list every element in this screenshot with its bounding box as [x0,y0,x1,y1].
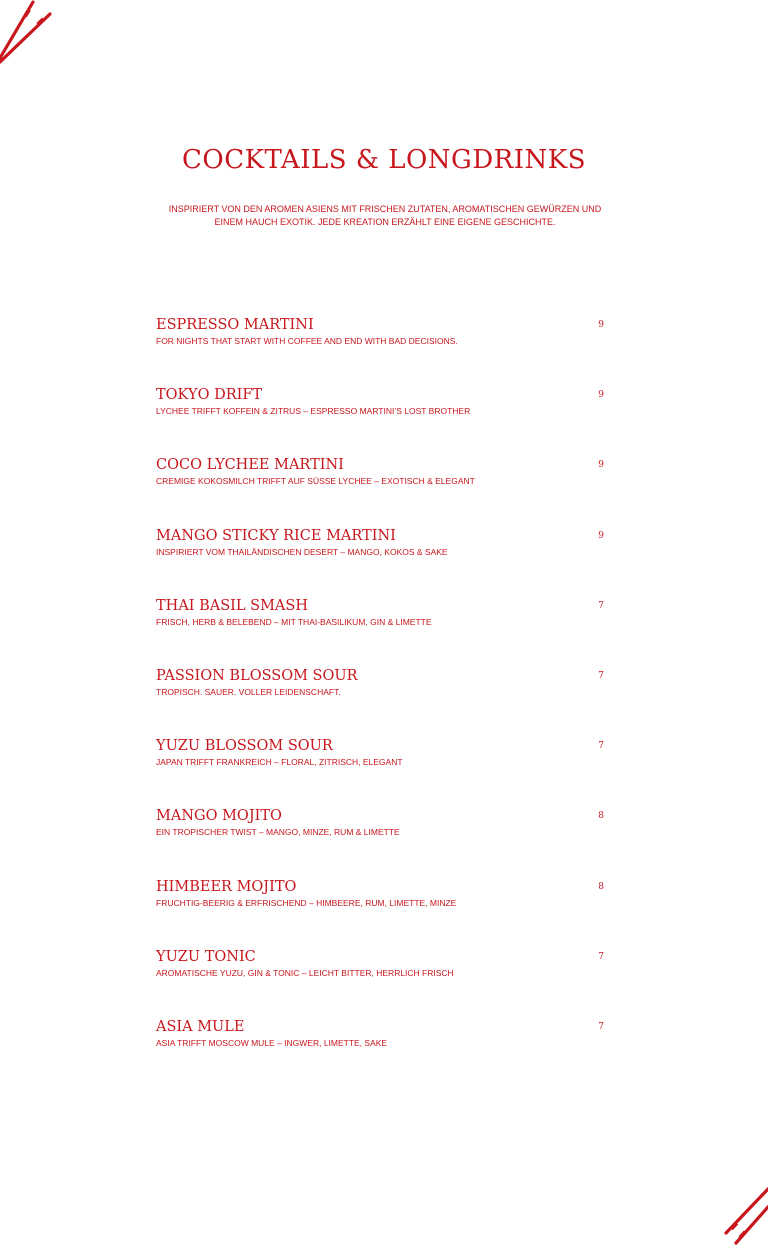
item-name: YUZU BLOSSOM SOUR [156,738,333,755]
item-description: LYCHEE TRIFFT KOFFEIN & ZITRUS – ESPRESSO MARTINI’S LOST BROTHER [156,406,471,417]
item-name: HIMBEER MOJITO [156,878,297,895]
item-price: 9 [598,320,604,330]
item-name: PASSION BLOSSOM SOUR [156,667,358,684]
item-price: 8 [598,811,604,822]
item-name: YUZU TONIC [156,948,256,965]
menu-item [156,667,606,737]
cocktail-list [156,316,606,1088]
intro-text: INSPIRIERT VON DEN AROMEN ASIENS MIT FRISCHEN ZUTATEN, AROMATISCHEN GEWÜRZEN UND EINEM HAUCH EXOTIK. JEDE KREATION ERZÄHLT EINE EIGENE GESCHICHTE. [168,204,602,227]
item-name: MANGO STICKY RICE MARTINI [156,527,396,544]
item-name: MANGO MOJITO [156,808,282,825]
item-price: 7 [598,1021,604,1032]
menu-item [156,527,606,597]
item-price: 7 [598,600,604,611]
item-name: COCO LYCHEE MARTINI [156,457,344,474]
item-price: 9 [598,530,604,541]
item-price: 7 [598,951,604,962]
item-description: TROPISCH. SAUER. VOLLER LEIDENSCHAFT. [156,686,341,697]
menu-item [156,456,606,526]
item-price: 7 [598,741,604,752]
item-price: 7 [598,670,604,681]
item-price: 9 [598,460,604,471]
item-description: JAPAN TRIFFT FRANKREICH – FLORAL, ZITRISCH, ELEGANT [156,757,403,768]
item-description: FOR NIGHTS THAT START WITH COFFEE AND END WITH BAD DECISIONS. [156,336,458,346]
item-description: FRISCH, HERB & BELEBEND – MIT THAI-BASILIKUM, GIN & LIMETTE [156,616,432,627]
menu-item [156,948,606,1018]
chopsticks-icon [0,0,60,64]
menu-item [156,807,606,877]
chopsticks-icon [716,1185,768,1245]
item-description: EIN TROPISCHER TWIST – MANGO, MINZE, RUM & LIMETTE [156,827,400,838]
item-name: THAI BASIL SMASH [156,597,308,614]
page-title: COCKTAILS & LONGDRINKS [181,145,587,175]
item-description: ASIA TRIFFT MOSCOW MULE – INGWER, LIMETTE, SAKE [156,1037,388,1048]
item-price: 9 [598,390,604,401]
menu-item [156,1018,606,1088]
item-name: TOKYO DRIFT [156,387,263,404]
item-description: FRUCHTIG-BEERIG & ERFRISCHEND – HIMBEERE, RUM, LIMETTE, MINZE [156,897,457,908]
item-name: ESPRESSO MARTINI [156,317,314,333]
item-description: AROMATISCHE YUZU, GIN & TONIC – LEICHT BITTER, HERRLICH FRISCH [156,967,454,978]
item-price: 8 [598,881,604,892]
menu-item [156,386,606,456]
item-name: ASIA MULE [156,1018,245,1035]
menu-item [156,878,606,948]
menu-item [156,737,606,807]
menu-item [156,597,606,667]
item-description: INSPIRIERT VOM THAILÄNDISCHEN DESERT – MANGO, KOKOS & SAKE [156,546,448,557]
item-description: CREMIGE KOKOSMILCH TRIFFT AUF SÜSSE LYCHEE – EXOTISCH & ELEGANT [156,476,475,487]
menu-item [156,316,606,386]
